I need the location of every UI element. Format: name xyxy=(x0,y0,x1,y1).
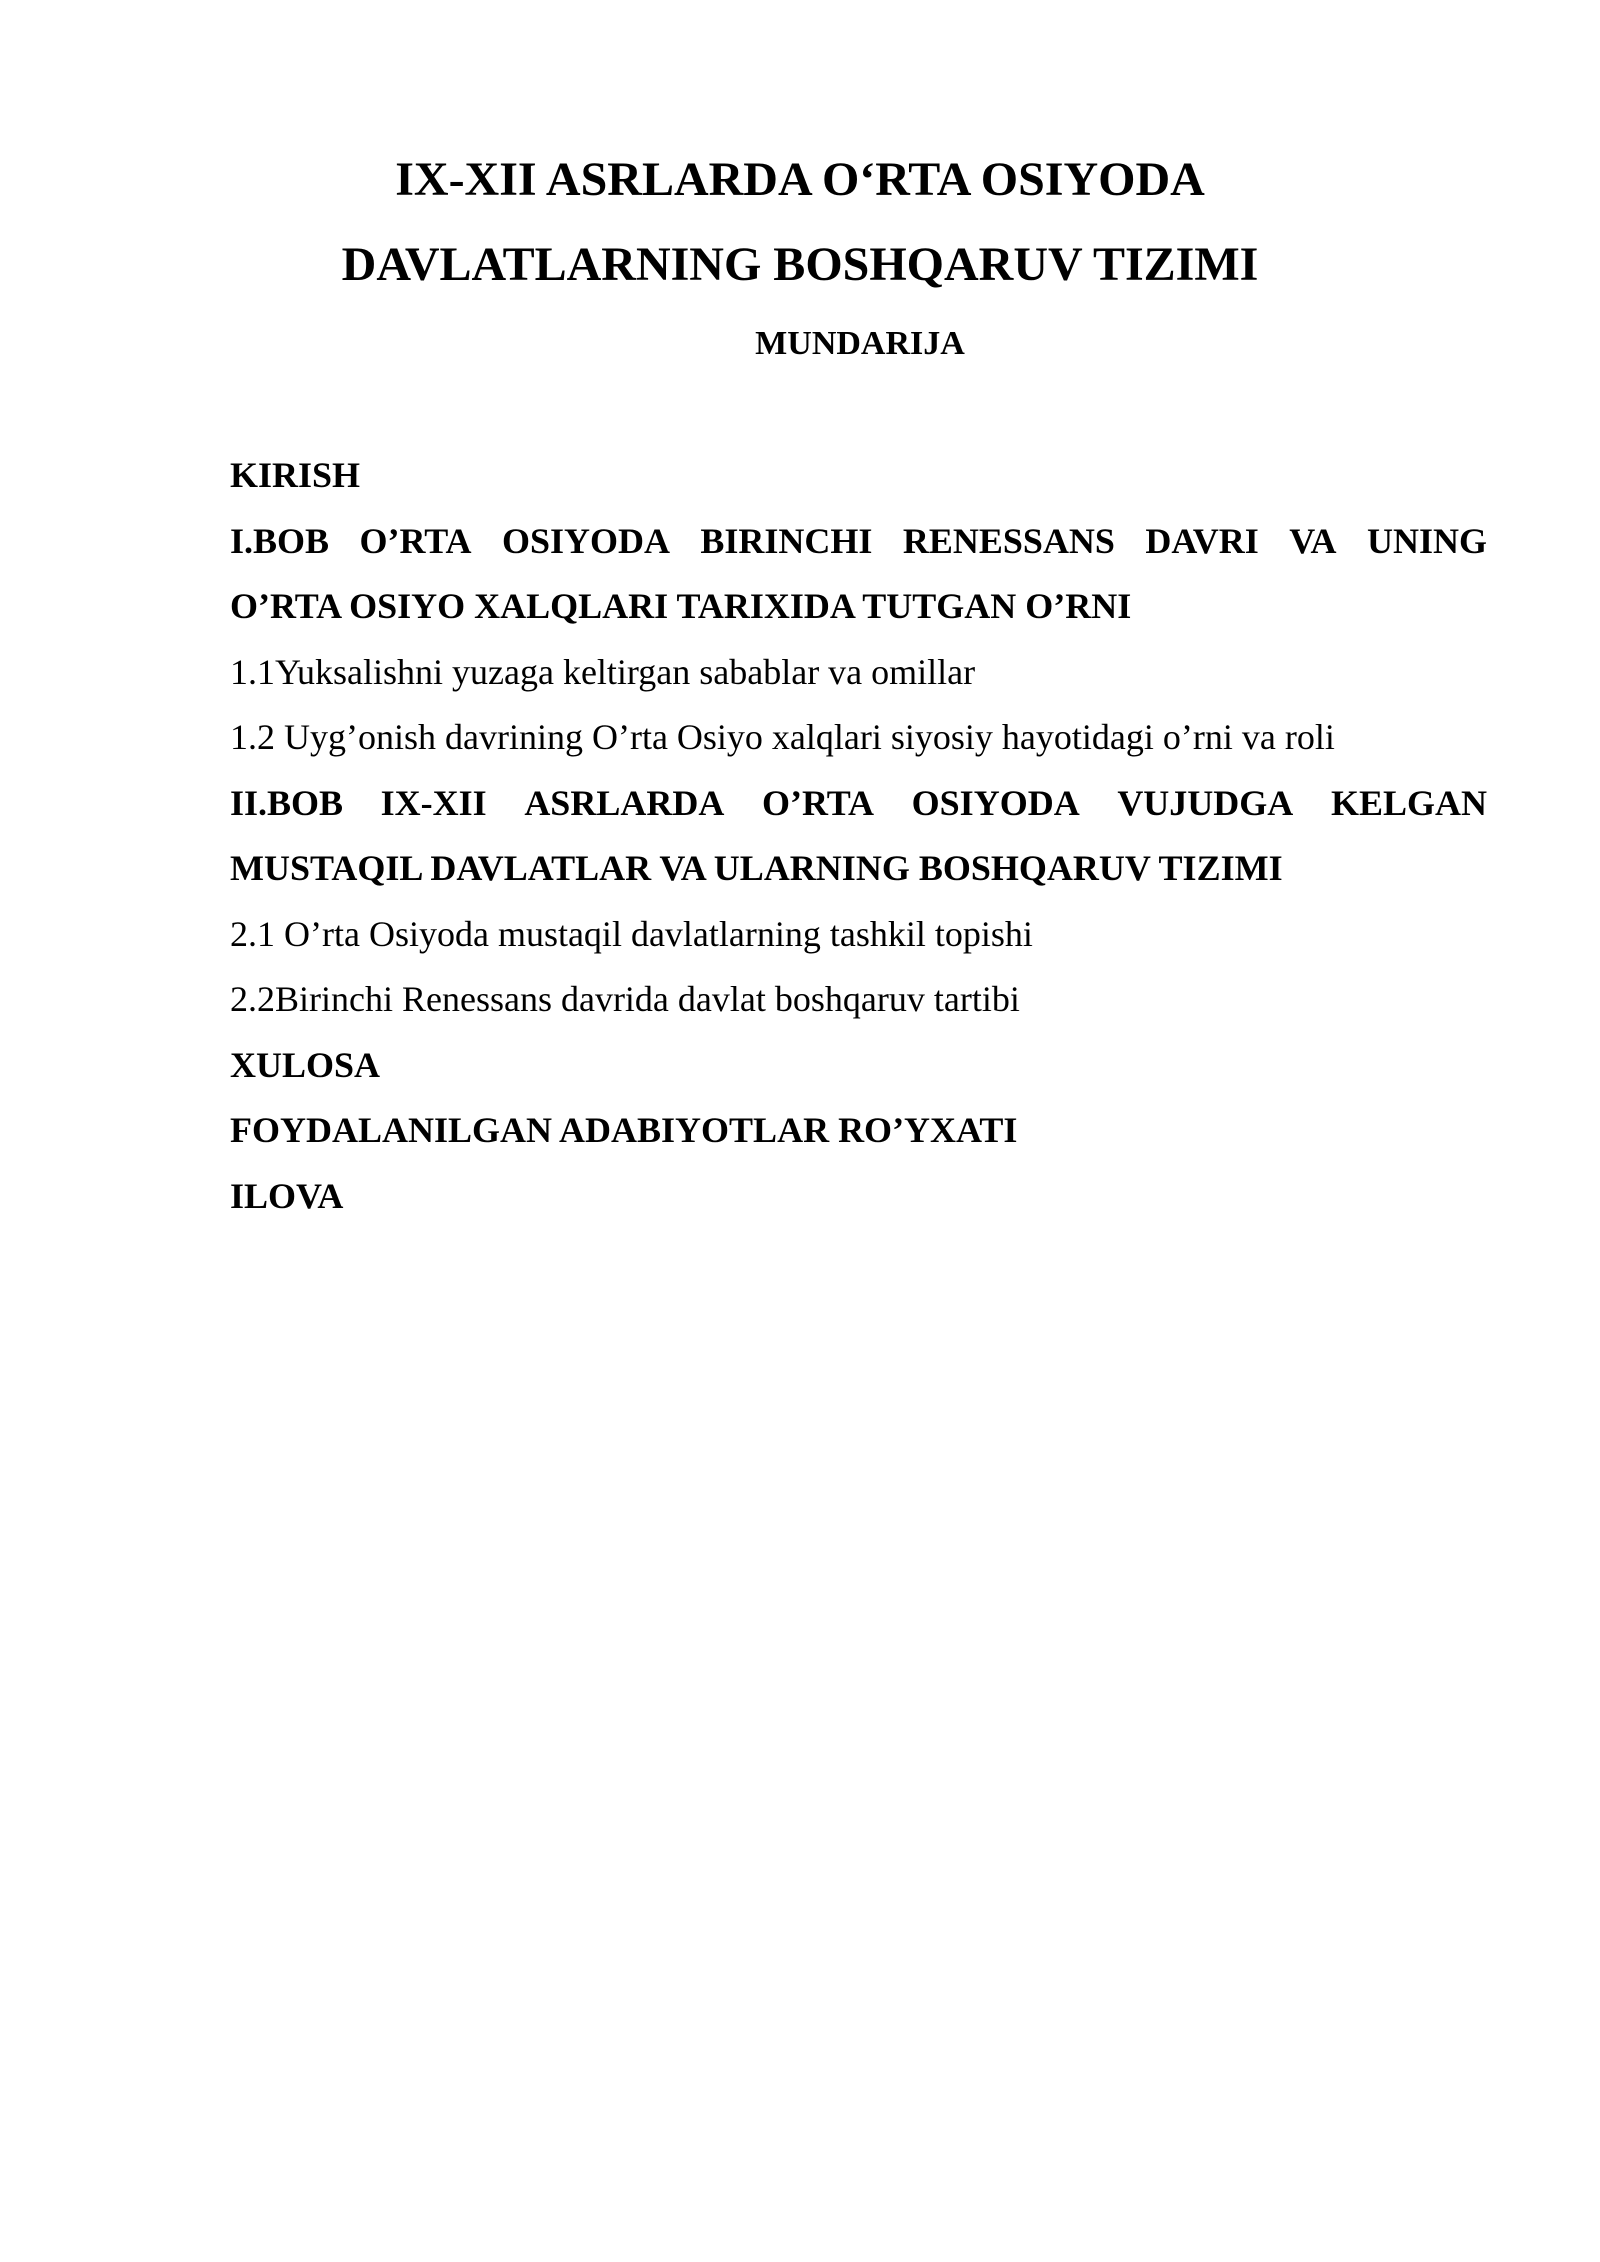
document-title-line-2: DAVLATLARNING BOSHQARUV TIZIMI xyxy=(341,238,1259,291)
toc-entry-xulosa: XULOSA xyxy=(230,1044,381,1085)
toc-chapter-1-word: UNING xyxy=(1366,520,1487,561)
toc-section-1-1: 1.1Yuksalishni yuzaga keltirgan sabablar va omillar xyxy=(230,651,976,692)
toc-chapter-2-word: KELGAN xyxy=(1330,782,1487,823)
toc-entry-ilova: ILOVA xyxy=(230,1175,344,1216)
toc-section-2-2: 2.2Birinchi Renessans davrida davlat boshqaruv tartibi xyxy=(230,979,1020,1019)
document-title-line-1: IX-XII ASRLARDA O‘RTA OSIYODA xyxy=(395,153,1205,206)
toc-chapter-2-word: ASRLARDA xyxy=(524,782,725,823)
table-of-contents xyxy=(230,443,1487,1229)
toc-chapter-1-word: VA xyxy=(1289,520,1337,561)
toc-chapter-2-word: VUJUDGA xyxy=(1117,782,1294,823)
toc-chapter-2-word: IX-XII xyxy=(380,782,487,823)
toc-chapter-2-word: II.BOB xyxy=(230,782,344,823)
toc-chapter-1-line-1 xyxy=(230,509,1487,575)
toc-chapter-1-word: OSIYODA xyxy=(501,520,670,561)
toc-section-1-2: 1.2 Uyg’onish davrining O’rta Osiyo xalqlari siyosiy hayotidagi o’rni va roli xyxy=(230,717,1335,757)
toc-chapter-1-word: DAVRI xyxy=(1145,520,1259,561)
toc-section-2-1: 2.1 O’rta Osiyoda mustaqil davlatlarning tashkil topishi xyxy=(230,913,1033,954)
toc-chapter-1-word: RENESSANS xyxy=(902,520,1115,561)
toc-chapter-2-line-2: MUSTAQIL DAVLATLAR VA ULARNING BOSHQARUV TIZIMI xyxy=(230,848,1283,888)
toc-chapter-2-word: O’RTA xyxy=(761,782,875,823)
toc-chapter-2-line-1 xyxy=(230,771,1487,837)
contents-heading: MUNDARIJA xyxy=(755,325,965,362)
toc-chapter-1-line-2: O’RTA OSIYO XALQLARI TARIXIDA TUTGAN O’RNI xyxy=(230,586,1132,626)
toc-chapter-1-word: BIRINCHI xyxy=(700,520,873,561)
toc-chapter-1-word: O’RTA xyxy=(359,520,472,561)
toc-chapter-1-word: I.BOB xyxy=(230,520,330,561)
toc-chapter-2-word: OSIYODA xyxy=(911,782,1080,823)
toc-entry-bibliography: FOYDALANILGAN ADABIYOTLAR RO’YXATI xyxy=(230,1110,1018,1150)
toc-entry-kirish: KIRISH xyxy=(230,455,361,495)
